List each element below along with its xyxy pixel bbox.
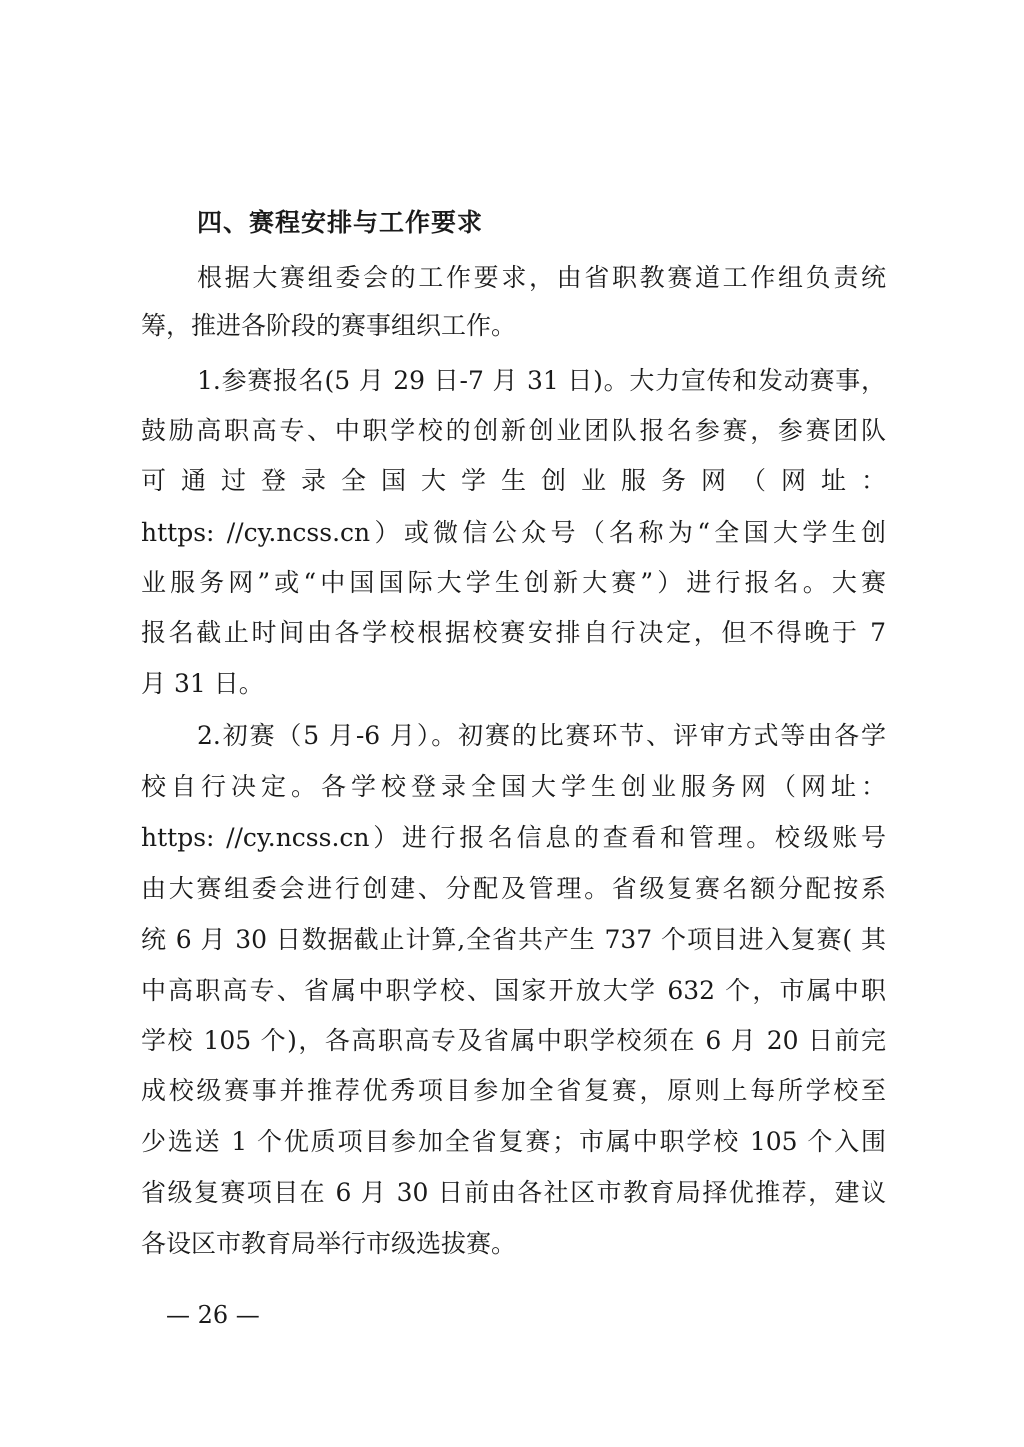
paragraph-line: https: //cy.ncss.cn）进行报名信息的查看和管理。校级账号 bbox=[141, 823, 886, 852]
paragraph-line: 各设区市教育局举行市级选拔赛。 bbox=[141, 1229, 517, 1258]
page-number: — 26 — bbox=[166, 1301, 260, 1329]
paragraph-line: 少选送 1 个优质项目参加全省复赛；市属中职学校 105 个入围 bbox=[141, 1127, 886, 1156]
paragraph-line: 1.参赛报名(5 月 29 日-7 月 31 日)。大力宣传和发动赛事， bbox=[197, 366, 886, 395]
paragraph-line: 省级复赛项目在 6 月 30 日前由各社区市教育局择优推荐，建议 bbox=[141, 1178, 886, 1207]
paragraph-line: 可 通 过 登 录 全 国 大 学 生 创 业 服 务 网 （ 网 址 ： bbox=[141, 466, 886, 495]
paragraph-line: https: //cy.ncss.cn）或微信公众号（名称为“全国大学生创 bbox=[141, 518, 886, 547]
paragraph-line: 中高职高专、省属中职学校、国家开放大学 632 个，市属中职 bbox=[141, 976, 886, 1005]
paragraph-line: 2.初赛（5 月-6 月）。初赛的比赛环节、评审方式等由各学 bbox=[197, 721, 886, 750]
paragraph-line: 成校级赛事并推荐优秀项目参加全省复赛，原则上每所学校至 bbox=[141, 1076, 886, 1105]
paragraph-line: 根据大赛组委会的工作要求，由省职教赛道工作组负责统 bbox=[197, 263, 886, 292]
paragraph-line: 月 31 日。 bbox=[141, 669, 264, 698]
paragraph-line: 报名截止时间由各学校根据校赛安排自行决定，但不得晚于 7 bbox=[141, 618, 886, 647]
paragraph-line: 学校 105 个)，各高职高专及省属中职学校须在 6 月 20 日前完 bbox=[141, 1026, 886, 1055]
paragraph-line: 筹，推进各阶段的赛事组织工作。 bbox=[141, 311, 517, 340]
paragraph-line: 鼓励高职高专、中职学校的创新创业团队报名参赛，参赛团队 bbox=[141, 416, 886, 445]
paragraph-line: 由大赛组委会进行创建、分配及管理。省级复赛名额分配按系 bbox=[141, 874, 886, 903]
paragraph-line: 校自行决定。各学校登录全国大学生创业服务网（网址： bbox=[141, 772, 886, 801]
paragraph-line: 统 6 月 30 日数据截止计算,全省共产生 737 个项目进入复赛( 其 bbox=[141, 925, 886, 954]
paragraph-line: 业服务网”或“中国国际大学生创新大赛”）进行报名。大赛 bbox=[141, 568, 886, 597]
section-heading: 四、赛程安排与工作要求 bbox=[197, 208, 484, 237]
